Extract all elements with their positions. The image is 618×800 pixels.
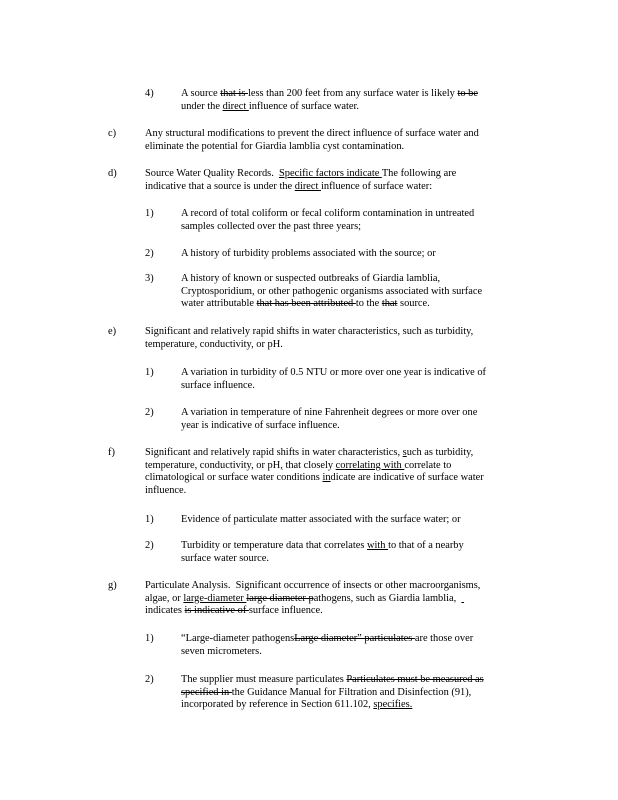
item-text: Significant and relatively rapid shifts in water characteristics, such as turbidity, temperature, conductivity, or pH. <box>145 326 474 350</box>
item-text: A history of known or suspected outbreaks of Giardia lamblia, Cryptosporidium, or other pathogenic organisms associated with surface water attributable that has been attributed to the that source. <box>181 273 483 310</box>
item-label: e) <box>108 326 117 337</box>
item-text: A variation in temperature of nine Fahrenheit degrees or more over one year is indicative of surface influence. <box>181 407 478 431</box>
item-text: The supplier must measure particulates Particulates must be measured as specified in the Guidance Manual for Filtration and Disinfection (91), incorporated by reference in Section 611.102, specifies. <box>181 674 484 711</box>
item-label: c) <box>108 128 117 139</box>
item-label: 1) <box>145 633 154 644</box>
item-text: Any structural modifications to prevent the direct influence of surface water and eliminate the potential for Giardia lamblia cyst contamination. <box>145 128 479 152</box>
item-label: f) <box>108 447 115 458</box>
item-text: Turbidity or temperature data that correlates with to that of a nearby surface water source. <box>181 540 464 564</box>
item-label: 2) <box>145 407 154 418</box>
item-text: A record of total coliform or fecal coliform contamination in untreated samples collected over the past three years; <box>181 208 475 232</box>
item-label: 1) <box>145 208 154 219</box>
item-label: 1) <box>145 367 154 378</box>
item-label: 2) <box>145 674 154 685</box>
item-text: Particulate Analysis. Significant occurrence of insects or other macroorganisms, algae, or large-diameter large diameter pathogens, such as Giardia lamblia, indicates is indicative of surface influence. <box>145 580 481 617</box>
item-label: 1) <box>145 514 154 525</box>
item-label: 4) <box>145 88 154 99</box>
item-text: A source that is less than 200 feet from any surface water is likely to be under the direct influence of surface water. <box>181 88 478 112</box>
item-label: 2) <box>145 540 154 551</box>
item-text: “Large-diameter pathogensLarge diameter” particulates are those over seven micrometers. <box>181 633 474 657</box>
item-label: 3) <box>145 273 154 284</box>
item-text: Source Water Quality Records. Specific factors indicate The following are indicative that a source is under the direct influence of surface water: <box>145 168 457 192</box>
item-text: A variation in turbidity of 0.5 NTU or more over one year is indicative of surface influence. <box>181 367 487 391</box>
item-label: g) <box>108 580 117 591</box>
item-text: Evidence of particulate matter associated with the surface water; or <box>181 514 461 525</box>
item-text: Significant and relatively rapid shifts in water characteristics, such as turbidity, temperature, conductivity, or pH, that closely correlating with correlate to climatological or surface water conditions indicate are indicative of surface water influence. <box>145 447 484 496</box>
item-label: d) <box>108 168 117 179</box>
item-label: 2) <box>145 248 154 259</box>
item-text: A history of turbidity problems associated with the source; or <box>181 248 436 259</box>
